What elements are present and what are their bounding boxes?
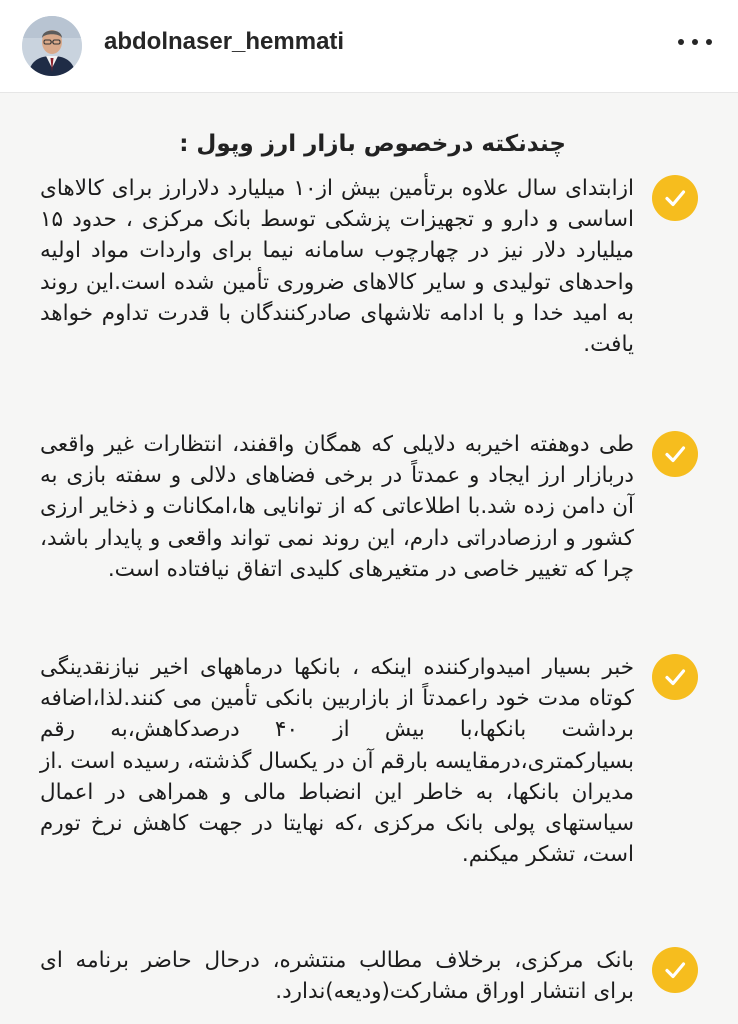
check-circle-icon — [652, 654, 698, 700]
list-item-text: خبر بسیار امیدوارکننده اینکه ، بانکها درماههای اخیر نیازنقدینگی کوتاه مدت خود راعمدتاً از بازاربین بانکی تأمین می کنند.لذا،اضافه برداشت بانکها،با بیش از ۴۰ درصدکاهش،به رقم بسیارکمتری،درمقایسه بارقم آن در یکسال گذشته، رسیده است .از مدیران بانکها، به خاطر این انضباط مالی و همراهی در اعمال سیاستهای پولی بانک مرکزی ،که نهایتا در جهت کاهش نرخ تورم است، تشکر میکنم. — [40, 655, 634, 868]
post-image — [0, 93, 738, 1024]
check-circle-icon — [652, 947, 698, 993]
more-options-icon[interactable] — [678, 32, 712, 52]
check-circle-icon — [652, 175, 698, 221]
post-header — [0, 0, 738, 93]
list-item-text: بانک مرکزی، برخلاف مطالب منتشره، درحال حاضر برنامه ای برای انتشار اوراق مشارکت(ودیعه)ندارد. — [40, 948, 634, 1005]
profile-avatar[interactable] — [22, 16, 82, 76]
list-item-text: ازابتدای سال علاوه برتأمین بیش از۱۰ میلیارد دلارارز برای کالاهای اساسی و دارو و تجهیزات پزشکی توسط بانک مرکزی ، حدود ۱۵ میلیارد دلار نیز در چهارچوب سامانه نیما برای واردات مواد اولیه واحدهای تولیدی و سایر کالاهای ضروری تأمین شده است.این روند به امید خدا و با ادامه تلاشهای صادرکنندگان با قدرت تداوم خواهد یافت. — [40, 176, 634, 358]
post-title: چندنکته درخصوص بازار ارز وپول : — [179, 131, 566, 157]
list-item-text: طی دوهفته اخیربه دلایلی که همگان واقفند، انتظارات غیر واقعی دربازار ارز ایجاد و عمدتاً در برخی فضاهای دلالی و سفته بازی به آن دامن زده شد.با اطلاعاتی که از توانایی ها،امکانات و ذخایر ارزی کشور و ارزصادراتی دارم، این روند نمی تواند واقعی و پایدار باشد، چرا که تغییر خاصی در متغیرهای کلیدی اتفاق نیافتاده است. — [40, 432, 634, 582]
more-dot — [706, 39, 712, 45]
check-circle-icon — [652, 431, 698, 477]
username[interactable]: abdolnaser_hemmati — [104, 28, 345, 55]
more-dot — [678, 39, 684, 45]
more-dot — [692, 39, 698, 45]
avatar-portrait-icon — [22, 16, 82, 76]
